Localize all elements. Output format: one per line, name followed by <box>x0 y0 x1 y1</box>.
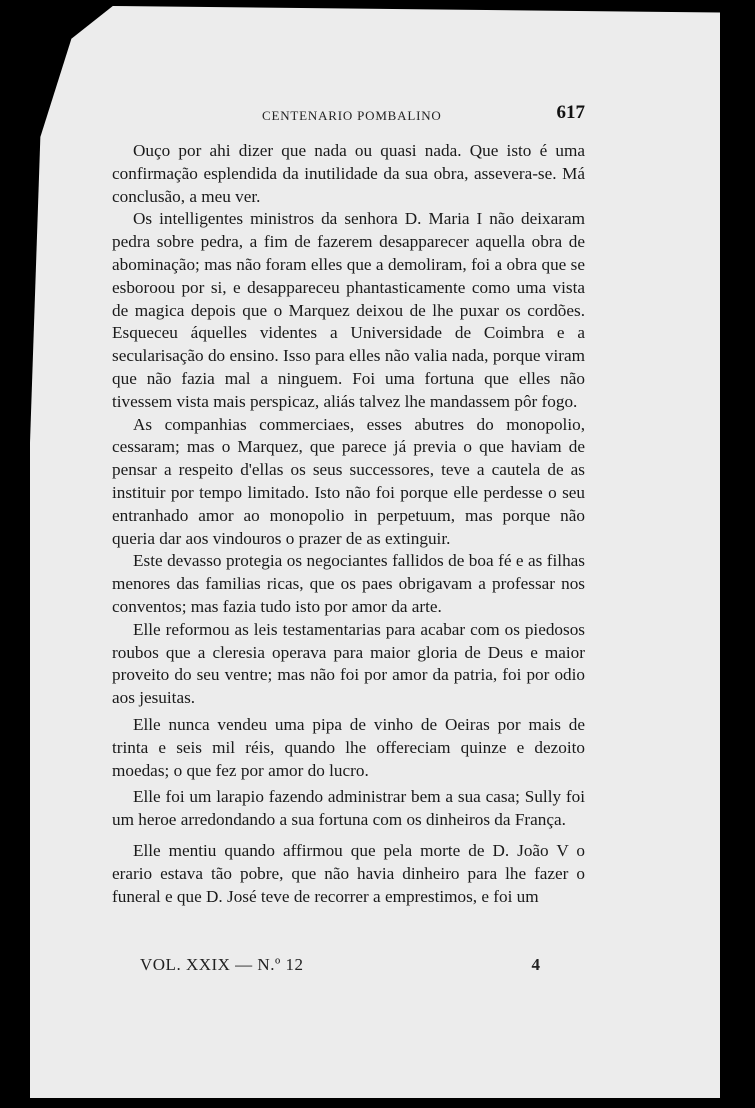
page-number: 617 <box>556 102 585 123</box>
paragraph: Este devasso protegia os negociantes fallidos de boa fé e as filhas menores das familias ricas, que os paes obrigavam a professar nos conventos; mas fazia tudo isto por amor da arte. <box>112 551 585 616</box>
page-header <box>112 102 585 128</box>
paragraph: Elle mentiu quando affirmou que pela morte de D. João V o erario estava tão pobre, que não havia dinheiro para lhe fazer o funeral e que D. José teve de recorrer a emprestimos, e foi um <box>112 840 585 906</box>
paragraph: Ouço por ahi dizer que nada ou quasi nada. Que isto é uma confirmação esplendida da inutilidade da sua obra, assevera-se. Má conclusão, a meu ver. <box>112 141 585 206</box>
running-title: CENTENARIO POMBALINO <box>262 108 442 123</box>
paragraph: Elle reformou as leis testamentarias para acabar com os piedosos roubos que a cleresia operava para maior gloria de Deus e maior proveito do seu ventre; mas não foi por amor da patria, foi por odio aos jesuitas. <box>112 619 585 708</box>
volume-number: VOL. XXIX — N.º 12 <box>140 955 304 974</box>
page-footer <box>140 955 580 979</box>
signature-mark: 4 <box>531 955 540 974</box>
body-text <box>112 140 585 908</box>
paragraph: As companhias commerciaes, esses abutres do monopolio, cessaram; mas o Marquez, que parece já previa o que haviam de pensar a respeito d'ellas os seus successores, teve a cautela de as instituir por tempo limitado. Isto não foi porque elle perdesse o seu entranhado amor ao monopolio in perpetuum, mas porque não queria dar aos vindouros o prazer de as extinguir. <box>112 414 585 548</box>
paragraph: Elle nunca vendeu uma pipa de vinho de Oeiras por mais de trinta e seis mil réis, quando lhe offereciam quinze e dezoito moedas; o que fez por amor do lucro. <box>112 714 585 780</box>
paragraph: Elle foi um larapio fazendo administrar bem a sua casa; Sully foi um heroe arredondando a sua fortuna com os dinheiros da França. <box>112 787 585 830</box>
paragraph: Os intelligentes ministros da senhora D. Maria I não deixaram pedra sobre pedra, a fim de fazerem desapparecer aquella obra de abominação; mas não foram elles que a demoliram, foi a obra que se esboroou por si, e desappareceu phantasticamente como uma vista de magica depois que o Marquez deixou de lhe puxar os cordões. Esqueceu áquelles videntes a Universidade de Coimbra e a secularisação do ensino. Isso para elles não valia nada, porque viram que não fazia mal a ninguem. Foi uma fortuna que elles não tivessem vista mais perspicaz, aliás talvez lhe mandassem pôr fogo. <box>112 209 585 411</box>
